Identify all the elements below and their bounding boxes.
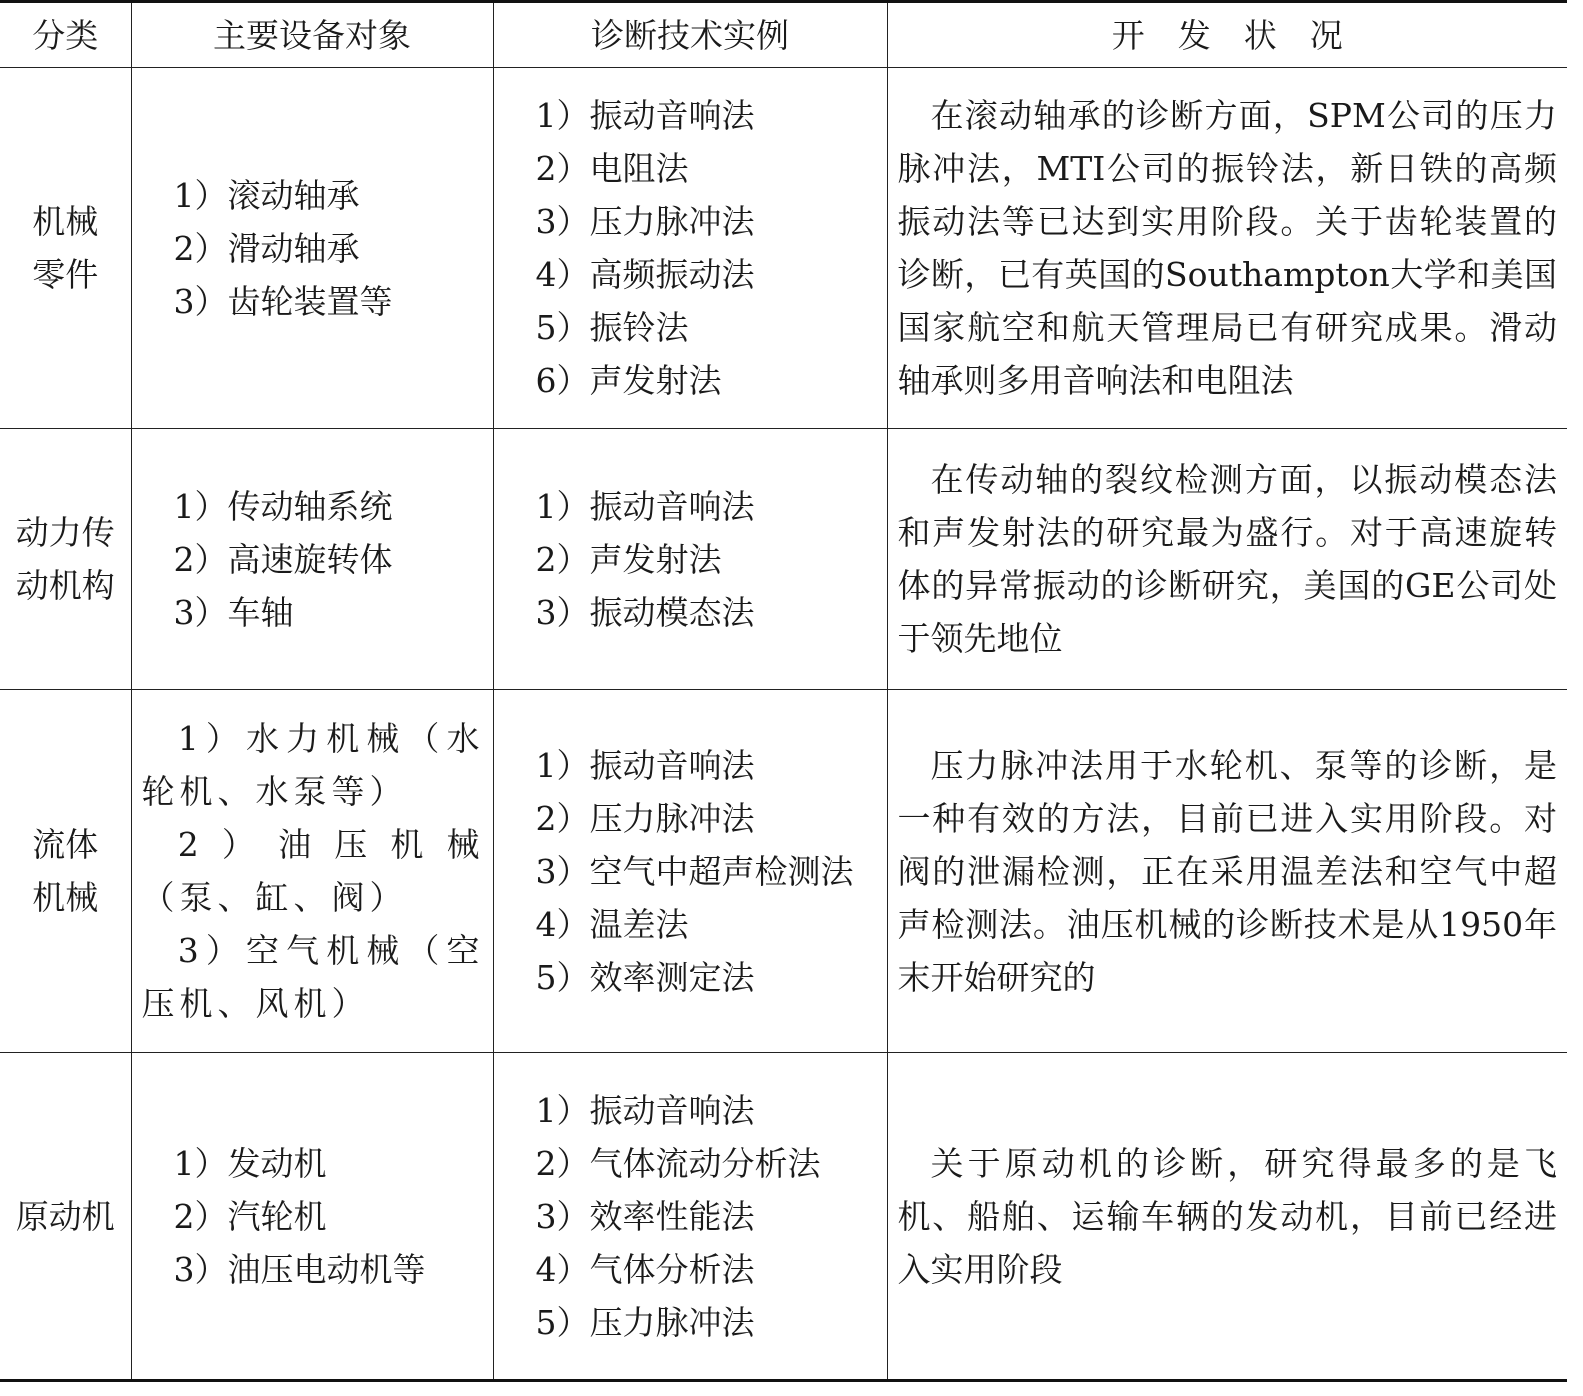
technique-item: 3）效率性能法: [535, 1196, 755, 1236]
table-row: [0, 429, 1567, 690]
techniques-cell: [493, 1053, 887, 1381]
equipment-item: 2）油压机械（泵、缸、阀）: [141, 825, 485, 917]
equipment-item: 2）滑动轴承: [173, 228, 360, 268]
header-row: [0, 2, 1567, 68]
header-techniques: 诊断技术实例: [493, 2, 887, 68]
technique-item: 3）压力脉冲法: [535, 202, 755, 241]
technique-item: 4）温差法: [535, 904, 689, 944]
category-text: 原动机: [15, 1196, 115, 1236]
table-row: [0, 1053, 1567, 1381]
category-cell: [0, 429, 131, 690]
technique-item: 2）声发射法: [535, 539, 722, 579]
equipment-item: 1）发动机: [173, 1143, 327, 1183]
equipment-item: 3）油压电动机等: [173, 1249, 426, 1289]
technique-item: 1）振动音响法: [535, 745, 755, 785]
equipment-cell: [131, 429, 493, 690]
technique-item: 2）压力脉冲法: [535, 798, 755, 838]
technique-item: 3）振动模态法: [535, 592, 755, 632]
category-text: 动机构: [15, 566, 115, 605]
equipment-item: 1）传动轴系统: [173, 486, 393, 526]
status-text: 关于原动机的诊断，研究得最多的是飞机、船舶、运输车辆的发动机，目前已经进入实用阶段: [897, 1143, 1557, 1289]
table-row: [0, 690, 1567, 1053]
technique-item: 1）振动音响法: [535, 1090, 755, 1130]
technique-item: 5）效率测定法: [535, 957, 755, 997]
header-equipment: 主要设备对象: [131, 2, 493, 68]
technique-item: 5）振铃法: [535, 308, 689, 347]
equipment-item: 3）齿轮装置等: [173, 281, 393, 321]
category-cell: [0, 68, 131, 429]
status-text: 在传动轴的裂纹检测方面，以振动模态法和声发射法的研究最为盛行。对于高速旋转体的异常振动的诊断研究，美国的GE公司处于领先地位: [897, 460, 1557, 658]
technique-item: 4）气体分析法: [535, 1249, 755, 1289]
status-text: 压力脉冲法用于水轮机、泵等的诊断，是一种有效的方法，目前已进入实用阶段。对阀的泄漏检测，正在采用温差法和空气中超声检测法。油压机械的诊断技术是从1950年末开始研究的: [897, 745, 1557, 997]
technique-item: 1）振动音响法: [535, 486, 755, 526]
technique-item: 5）压力脉冲法: [535, 1302, 755, 1342]
techniques-cell: [493, 429, 887, 690]
status-text: 在滚动轴承的诊断方面，SPM公司的压力脉冲法，MTI公司的振铃法，新日铁的高频振动法等已达到实用阶段。关于齿轮装置的诊断，已有英国的Southampton大学和美国国家航空和航天管理局已有研究成果。滑动轴承则多用音响法和电阻法: [897, 96, 1557, 400]
equipment-cell: [131, 68, 493, 429]
category-cell: [0, 1053, 131, 1381]
technique-item: 2）气体流动分析法: [535, 1143, 821, 1183]
technique-item: 2）电阻法: [535, 149, 689, 188]
equipment-cell: [131, 690, 493, 1053]
technique-item: 3）空气中超声检测法: [535, 851, 854, 891]
category-cell: [0, 690, 131, 1053]
status-cell: [887, 690, 1567, 1053]
equipment-item: 3）车轴: [173, 592, 294, 632]
category-text: 流体: [32, 825, 99, 864]
status-cell: [887, 429, 1567, 690]
equipment-item: 1）滚动轴承: [173, 175, 360, 215]
header-category: 分类: [0, 2, 131, 68]
equipment-item: 1）水力机械（水轮机、水泵等）: [141, 719, 485, 811]
techniques-cell: [493, 690, 887, 1053]
status-cell: [887, 1053, 1567, 1381]
equipment-cell: [131, 1053, 493, 1381]
status-cell: [887, 68, 1567, 429]
technique-item: 1）振动音响法: [535, 96, 755, 135]
equipment-item: 2）汽轮机: [173, 1196, 327, 1236]
equipment-item: 2）高速旋转体: [173, 539, 393, 579]
category-text: 动力传: [15, 513, 115, 552]
category-text: 零件: [32, 255, 99, 294]
category-text: 机械: [32, 202, 99, 241]
table-row: [0, 68, 1567, 429]
category-text: 机械: [32, 878, 99, 917]
header-status: 开 发 状 况: [887, 2, 1567, 68]
technique-item: 6）声发射法: [535, 361, 722, 400]
technique-item: 4）高频振动法: [535, 255, 755, 294]
equipment-item: 3）空气机械（空压机、风机）: [141, 931, 485, 1023]
techniques-cell: [493, 68, 887, 429]
